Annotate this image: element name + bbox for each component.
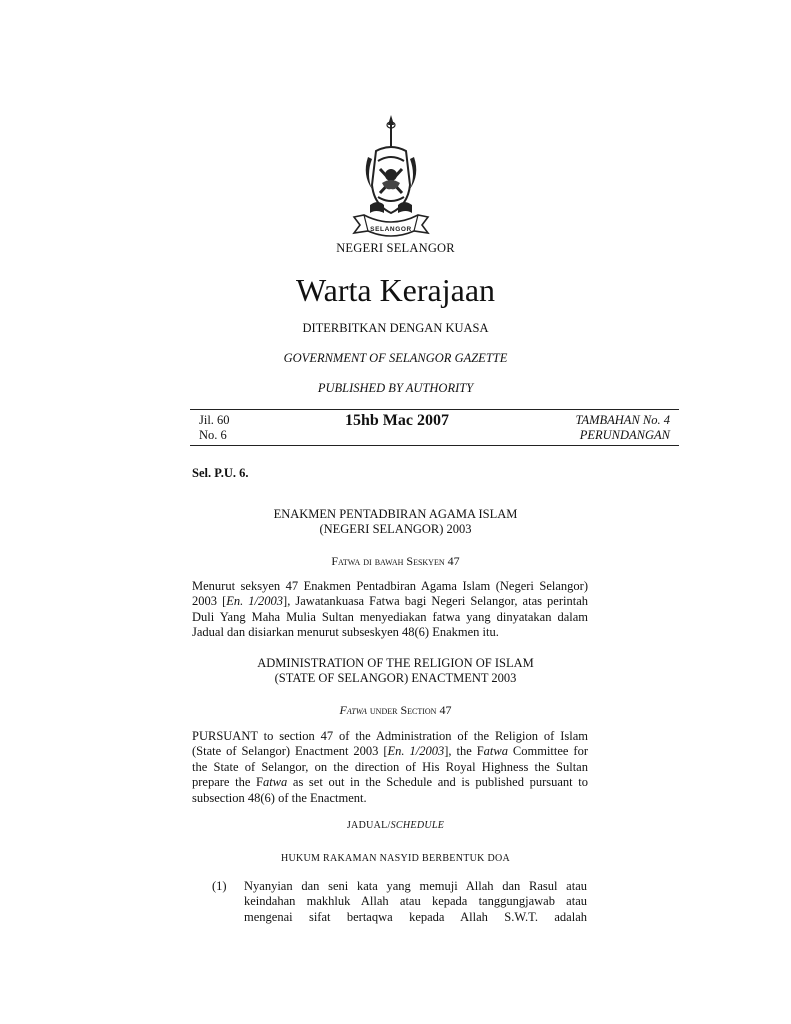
schedule-title: HUKUM RAKAMAN NASYID BERBENTUK DOA <box>280 853 511 864</box>
publication-date: 15hb Mac 2007 <box>345 412 449 429</box>
gazette-title: Warta Kerajaan <box>295 272 496 308</box>
malay-sub-part3: 47 <box>447 554 460 568</box>
english-title-line1: ADMINISTRATION OF THE RELIGION OF ISLAM <box>257 656 534 670</box>
svg-text:SELANGOR: SELANGOR <box>370 226 412 233</box>
english-sub-part2: Section <box>400 703 437 717</box>
malay-paragraph <box>192 579 588 641</box>
english-para-italic-2: atwa <box>483 744 508 759</box>
malay-enactment-title <box>0 507 791 537</box>
item-text: Nyanyian dan seni kata yang memuji Allah dan Rasul atau keindahan makhluk Allah atau kepada tanggungjawab atau mengenai sifat bertaqwa kepada Allah S.W.T. adalah <box>244 879 587 924</box>
malay-sub-part2: Seskyen <box>406 554 445 568</box>
malay-para-text-1: Menurut seksyen 47 Enakmen Pentadbiran Agama Islam (Negeri Selangor) 2003 [ <box>192 579 588 609</box>
state-name: NEGERI SELANGOR <box>336 241 455 255</box>
volume: Jil. 60 <box>199 413 230 427</box>
english-para-text-2: ], the F <box>444 744 484 759</box>
english-para-italic-1: En. 1/2003 <box>387 744 445 759</box>
schedule-label-english: SCHEDULE <box>390 820 445 831</box>
english-paragraph <box>192 729 588 806</box>
english-para-italic-3: atwa <box>262 775 288 790</box>
supplement-number: TAMBAHAN No. 4 <box>575 413 670 427</box>
malay-sub-part1: Fatwa di bawah <box>331 554 404 568</box>
schedule-label <box>0 820 791 831</box>
supplement-category: PERUNDANGAN <box>579 428 670 442</box>
english-subheading <box>0 703 791 718</box>
volume-info <box>199 413 230 443</box>
top-rule <box>190 409 679 410</box>
english-sub-part1: under <box>369 703 398 717</box>
bottom-rule <box>190 445 679 446</box>
issue-number: No. 6 <box>199 428 227 442</box>
schedule-label-malay: JADUAL/ <box>346 820 391 831</box>
item-number: (1) <box>212 879 227 893</box>
english-sub-part3: 47 <box>439 703 452 717</box>
malay-para-text-2: ], Jawatankuasa Fatwa bagi Negeri Selangor, atas perintah Duli Yang Maha Mulia Sultan menyediakan fatwa yang dinyatakan dalam Jadual dan disiarkan menurut subseskyen 48(6) Enakmen itu. <box>192 594 588 640</box>
selangor-crest-icon <box>348 113 434 238</box>
malay-title-line2: (NEGERI SELANGOR) 2003 <box>319 522 472 536</box>
english-para-text-3: Committee for the State of Selangor, on the direction of His Royal Highness the Sultan prepare the F <box>192 744 588 790</box>
malay-para-italic: En. 1/2003 <box>226 594 284 609</box>
gazette-english-title: GOVERNMENT OF SELANGOR GAZETTE <box>283 351 508 365</box>
authority-malay: DITERBITKAN DENGAN KUASA <box>302 321 489 335</box>
malay-title-line1: ENAKMEN PENTADBIRAN AGAMA ISLAM <box>273 507 518 521</box>
english-title-line2: (STATE OF SELANGOR) ENACTMENT 2003 <box>274 671 517 685</box>
supplement-info <box>470 413 670 443</box>
english-sub-italic: Fatwa <box>339 703 367 717</box>
malay-subheading <box>0 554 791 569</box>
english-para-text-4: as set out in the Schedule and is published pursuant to subsection 48(6) of the Enactment. <box>192 775 588 805</box>
english-enactment-title <box>0 656 791 686</box>
authority-english: PUBLISHED BY AUTHORITY <box>317 381 474 395</box>
english-para-text-1: PURSUANT to section 47 of the Administration of the Religion of Islam (State of Selangor) Enactment 2003 [ <box>192 729 588 759</box>
document-reference: Sel. P.U. 6. <box>192 466 249 480</box>
